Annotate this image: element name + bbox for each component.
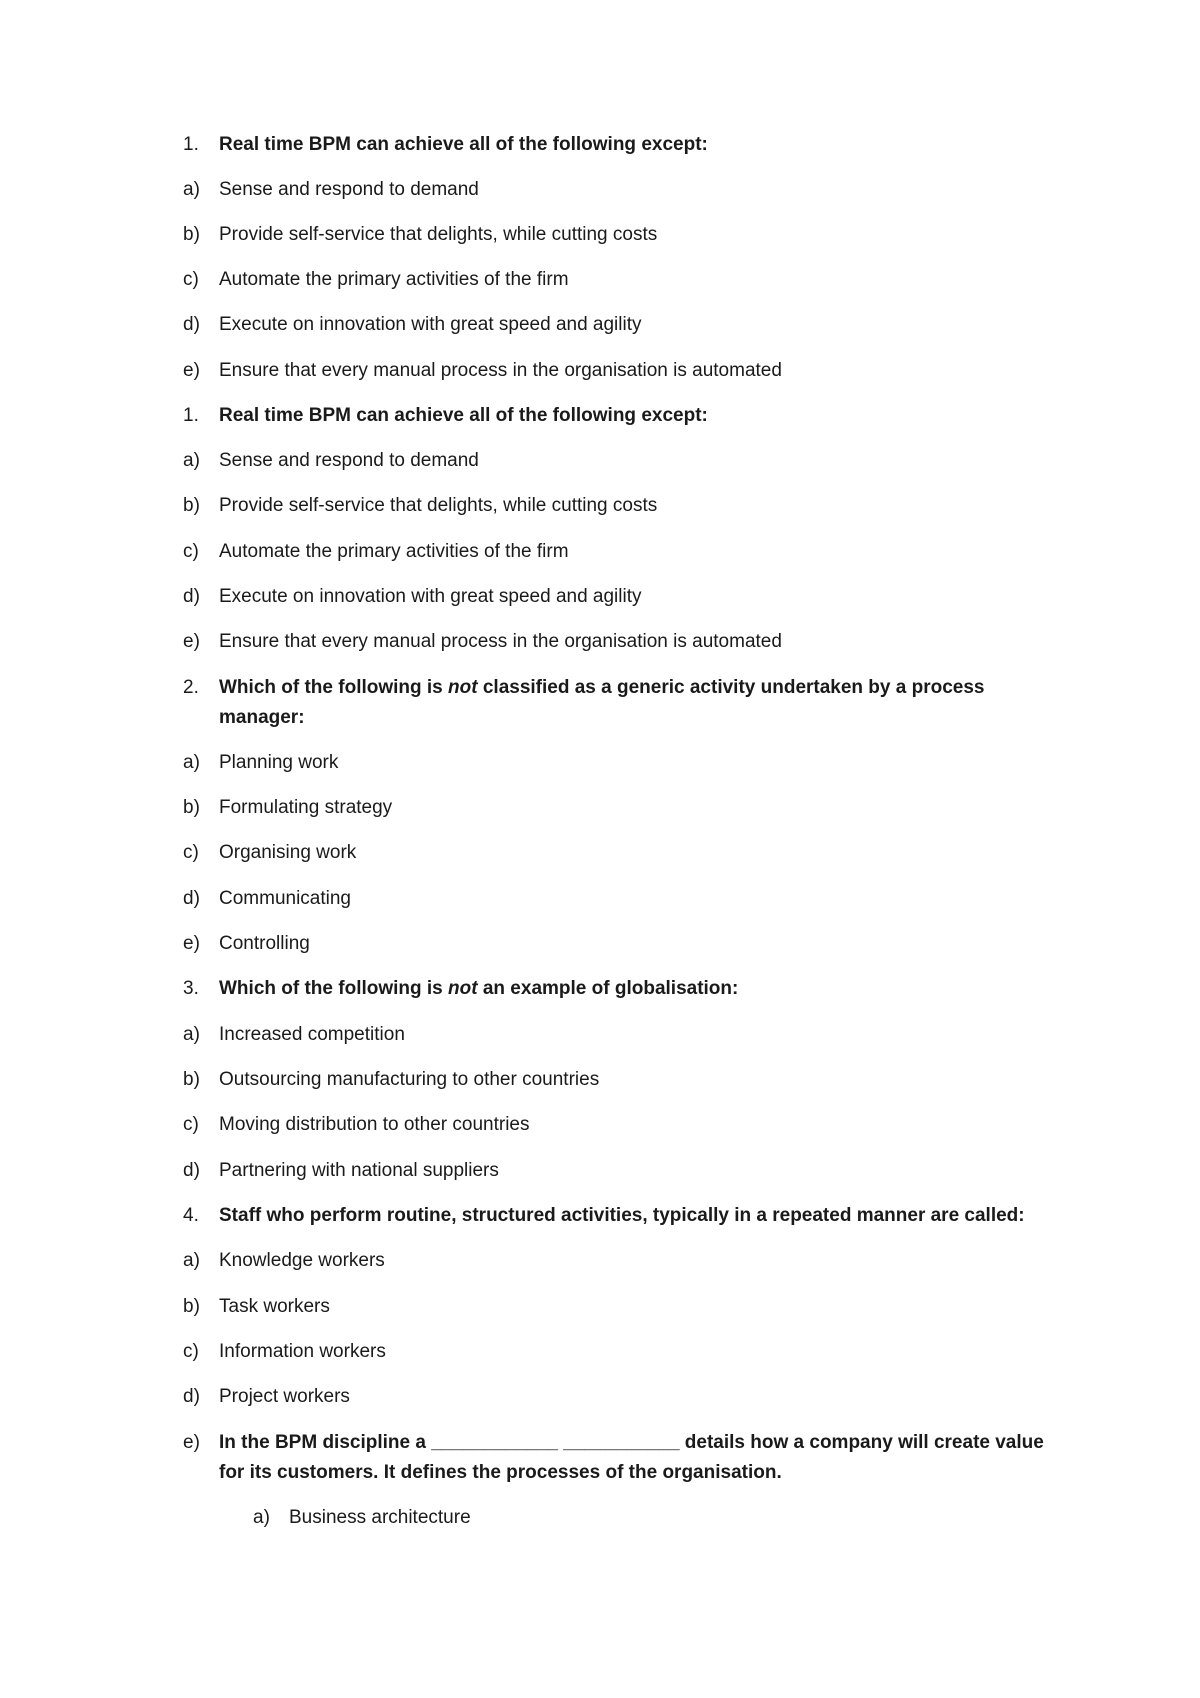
option-marker: b) xyxy=(183,797,200,818)
option-b xyxy=(183,491,657,521)
option-text: Information workers xyxy=(219,1341,386,1362)
option-marker: a) xyxy=(183,1024,200,1045)
option-a xyxy=(183,1246,385,1276)
option-text: Outsourcing manufacturing to other countries xyxy=(219,1069,600,1090)
option-text: Project workers xyxy=(219,1386,350,1407)
option-text: Formulating strategy xyxy=(219,797,393,818)
option-marker: c) xyxy=(183,541,199,562)
option-text: Planning work xyxy=(219,752,339,773)
option-marker: c) xyxy=(183,1341,199,1362)
option-marker: b) xyxy=(183,224,200,245)
option-marker: d) xyxy=(183,586,200,607)
option-e xyxy=(183,627,782,657)
question-number: 4. xyxy=(183,1205,199,1226)
option-marker: d) xyxy=(183,888,200,909)
option-marker: d) xyxy=(183,1160,200,1181)
option-marker: c) xyxy=(183,269,199,290)
question-number: 1. xyxy=(183,405,199,426)
option-text: Ensure that every manual process in the organisation is automated xyxy=(219,360,782,381)
option-d xyxy=(183,1156,499,1186)
option-b xyxy=(183,1065,599,1095)
option-d xyxy=(183,310,642,340)
question-text: Staff who perform routine, structured activities, typically in a repeated manner are called: xyxy=(219,1205,1025,1226)
option-c xyxy=(183,1110,530,1140)
option-a xyxy=(253,1503,471,1533)
option-text: Knowledge workers xyxy=(219,1250,385,1271)
option-b xyxy=(183,793,392,823)
option-marker: c) xyxy=(183,842,199,863)
option-marker: e) xyxy=(183,631,200,652)
option-c xyxy=(183,838,356,868)
question-5 xyxy=(183,1428,1053,1488)
option-text: Automate the primary activities of the firm xyxy=(219,541,569,562)
option-marker: a) xyxy=(183,450,200,471)
option-text: Execute on innovation with great speed and agility xyxy=(219,586,642,607)
option-d xyxy=(183,1382,350,1412)
option-c xyxy=(183,265,569,295)
question-text: Real time BPM can achieve all of the following except: xyxy=(219,134,708,155)
option-marker: a) xyxy=(253,1507,270,1528)
option-a xyxy=(183,1020,405,1050)
option-e xyxy=(183,929,310,959)
question-1 xyxy=(183,130,708,160)
option-marker: e) xyxy=(183,360,200,381)
option-marker: b) xyxy=(183,495,200,516)
option-a xyxy=(183,748,338,778)
option-marker: c) xyxy=(183,1114,199,1135)
option-text: Controlling xyxy=(219,933,310,954)
option-marker: b) xyxy=(183,1069,200,1090)
option-text: Organising work xyxy=(219,842,357,863)
option-text: Sense and respond to demand xyxy=(219,179,479,200)
option-text: Increased competition xyxy=(219,1024,405,1045)
question-text: In the BPM discipline a ____________ ___________ details how a company will create value for its customers. It defines the processes of the organisation. xyxy=(219,1432,1044,1483)
option-a xyxy=(183,175,479,205)
option-d xyxy=(183,884,351,914)
question-number: 2. xyxy=(183,677,199,698)
option-text: Communicating xyxy=(219,888,351,909)
option-text: Provide self-service that delights, while cutting costs xyxy=(219,224,658,245)
option-b xyxy=(183,220,657,250)
option-text: Partnering with national suppliers xyxy=(219,1160,499,1181)
option-text: Business architecture xyxy=(289,1507,471,1528)
option-text: Sense and respond to demand xyxy=(219,450,479,471)
option-text: Moving distribution to other countries xyxy=(219,1114,530,1135)
option-c xyxy=(183,1337,386,1367)
question-number: 3. xyxy=(183,978,199,999)
option-marker: a) xyxy=(183,752,200,773)
option-marker: d) xyxy=(183,1386,200,1407)
question-1-repeat xyxy=(183,401,708,431)
question-number: 1. xyxy=(183,134,199,155)
option-a xyxy=(183,446,479,476)
option-marker: a) xyxy=(183,1250,200,1271)
question-text: Which of the following is not an example of globalisation: xyxy=(219,978,739,999)
option-text: Provide self-service that delights, while cutting costs xyxy=(219,495,658,516)
question-number: e) xyxy=(183,1432,200,1453)
emphasis-not: not xyxy=(448,677,478,698)
option-b xyxy=(183,1292,330,1322)
option-text: Execute on innovation with great speed and agility xyxy=(219,314,642,335)
question-text: Real time BPM can achieve all of the following except: xyxy=(219,405,708,426)
option-text: Ensure that every manual process in the organisation is automated xyxy=(219,631,782,652)
option-text: Automate the primary activities of the firm xyxy=(219,269,569,290)
question-3 xyxy=(183,974,738,1004)
question-2 xyxy=(183,673,1053,733)
option-c xyxy=(183,537,569,567)
question-text: Which of the following is not classified as a generic activity undertaken by a process manager: xyxy=(219,677,985,728)
option-marker: b) xyxy=(183,1296,200,1317)
question-4 xyxy=(183,1201,1025,1231)
emphasis-not: not xyxy=(448,978,478,999)
option-d xyxy=(183,582,642,612)
option-e xyxy=(183,356,782,386)
option-marker: e) xyxy=(183,933,200,954)
option-marker: a) xyxy=(183,179,200,200)
option-text: Task workers xyxy=(219,1296,330,1317)
option-marker: d) xyxy=(183,314,200,335)
